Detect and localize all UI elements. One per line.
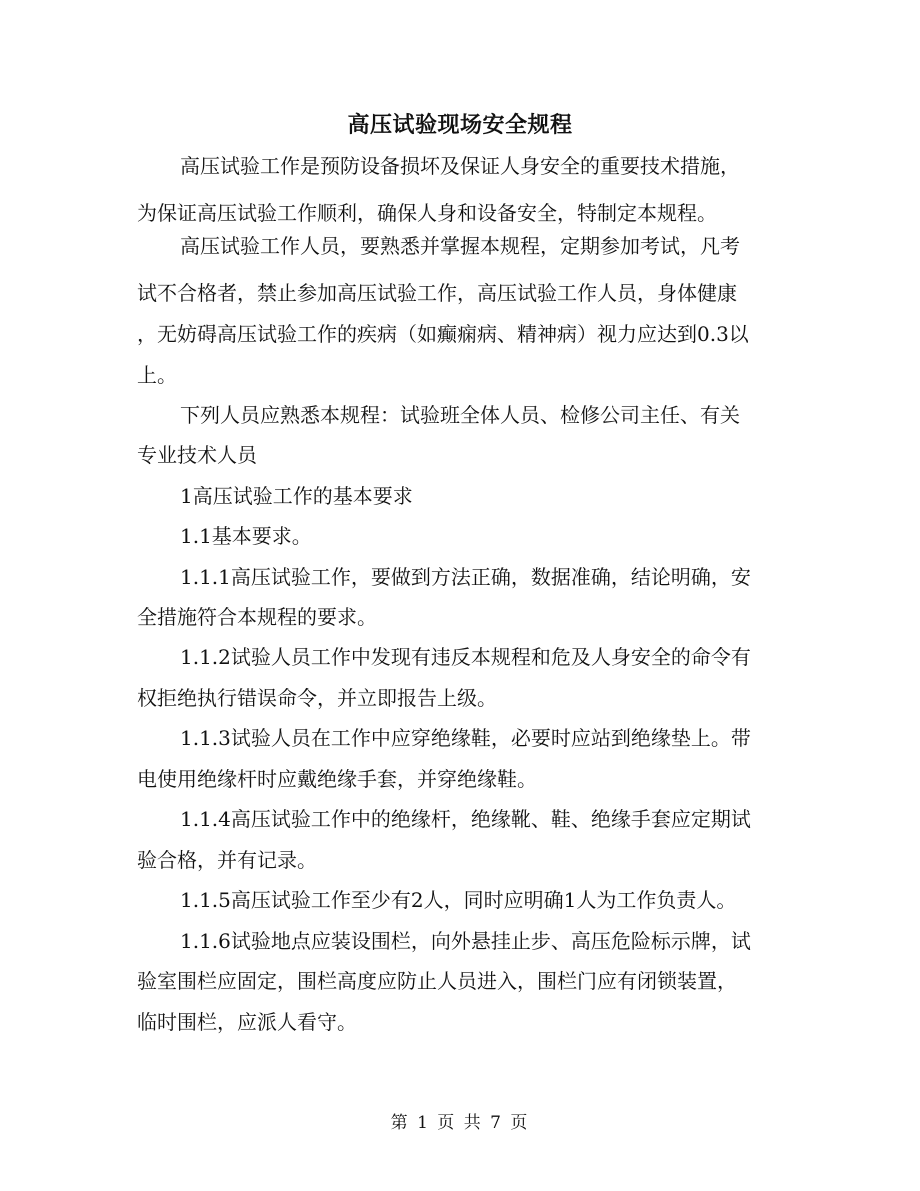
page-number-footer: 第 1 页 共 7 页: [390, 1113, 530, 1133]
subsection-heading: 1.1基本要求。: [180, 524, 312, 548]
paragraph-line: 下列人员应熟悉本规程：试验班全体人员、检修公司主任、有关: [180, 403, 740, 427]
paragraph-line: 1.1.3试验人员在工作中应穿绝缘鞋，必要时应站到绝缘垫上。带: [180, 726, 751, 750]
paragraph-line: 专业技术人员: [137, 443, 257, 467]
paragraph-line: 试不合格者，禁止参加高压试验工作，高压试验工作人员，身体健康: [137, 281, 737, 305]
section-heading: 1高压试验工作的基本要求: [180, 484, 413, 508]
paragraph-line: ，无妨碍高压试验工作的疾病（如癫痫病、精神病）视力应达到0.3以: [137, 322, 749, 346]
paragraph-line: 1.1.1高压试验工作，要做到方法正确，数据准确，结论明确，安: [180, 565, 751, 589]
paragraph-line: 1.1.2试验人员工作中发现有违反本规程和危及人身安全的命令有: [180, 645, 751, 669]
paragraph-line: 电使用绝缘杆时应戴绝缘手套，并穿绝缘鞋。: [137, 767, 537, 791]
paragraph-line: 全措施符合本规程的要求。: [137, 605, 377, 629]
document-title: 高压试验现场安全规程: [347, 112, 573, 138]
paragraph-line: 1.1.4高压试验工作中的绝缘杆，绝缘靴、鞋、绝缘手套应定期试: [180, 807, 751, 831]
paragraph-line: 验合格，并有记录。: [137, 848, 317, 872]
paragraph-line: 上。: [137, 363, 177, 387]
paragraph-line: 为保证高压试验工作顺利，确保人身和设备安全，特制定本规程。: [137, 201, 717, 225]
paragraph-line: 临时围栏，应派人看守。: [137, 1010, 357, 1034]
paragraph-line: 权拒绝执行错误命令，并立即报告上级。: [137, 686, 497, 710]
paragraph-line: 验室围栏应固定，围栏高度应防止人员进入，围栏门应有闭锁装置，: [137, 969, 737, 993]
paragraph-line: 高压试验工作人员，要熟悉并掌握本规程，定期参加考试，凡考: [180, 234, 740, 258]
paragraph-line: 1.1.6试验地点应装设围栏，向外悬挂止步、高压危险标示牌，试: [180, 929, 751, 953]
paragraph-line: 1.1.5高压试验工作至少有2人，同时应明确1人为工作负责人。: [180, 888, 737, 912]
paragraph-line: 高压试验工作是预防设备损坏及保证人身安全的重要技术措施，: [180, 154, 740, 178]
